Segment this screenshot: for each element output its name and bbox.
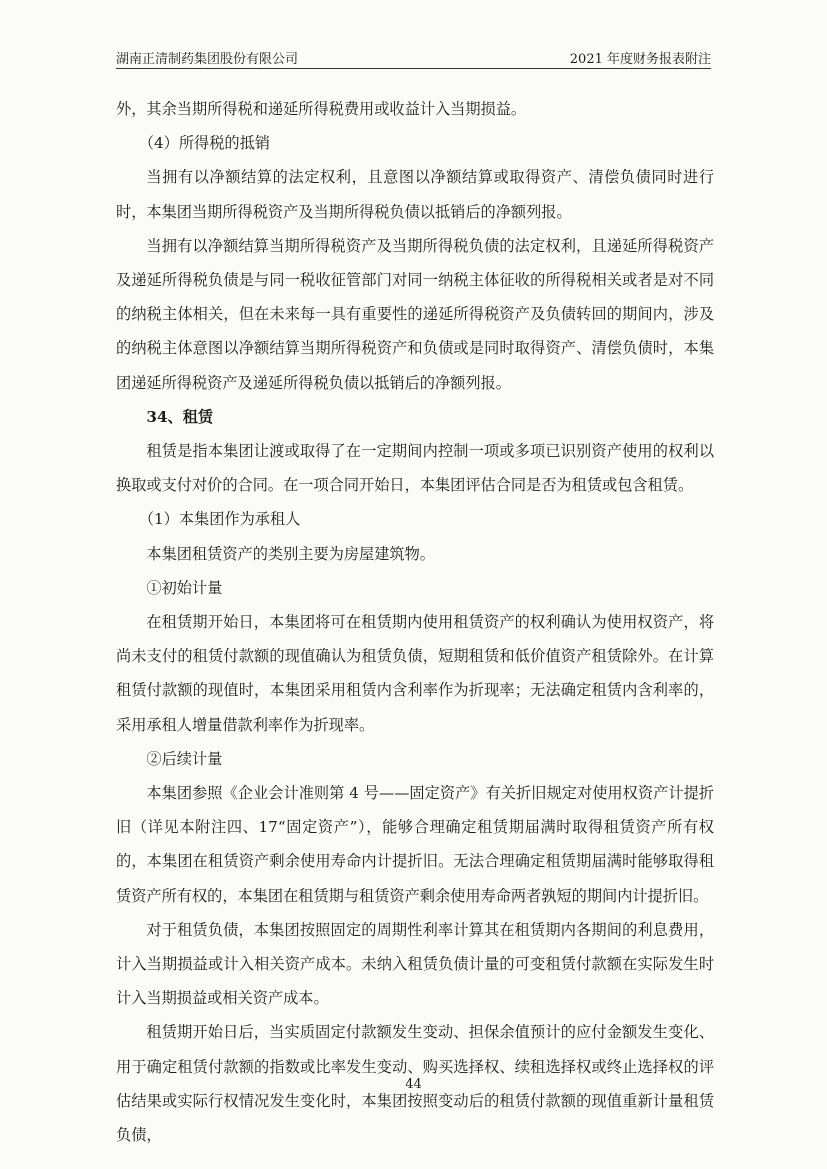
header-report-title: 2021 年度财务报表附注 xyxy=(569,52,711,67)
paragraph: 租赁期开始日后，当实质固定付款额发生变动、担保余值预计的应付金额发生变化、用于确定租赁付款额的指数或比率发生变动、购买选择权、续租选择权或终止选择权的评估结果或实际行权情况发生变化时，本集团按照变动后的租赁付款额的现值重新计量租赁负债， xyxy=(116,1023,714,1145)
paragraph: ②后续计量 xyxy=(146,749,223,768)
paragraph: 本集团租赁资产的类别主要为房屋建筑物。 xyxy=(146,544,435,563)
paragraph: （1）本集团作为承租人 xyxy=(138,510,301,529)
paragraph: （4）所得税的抵销 xyxy=(138,134,270,153)
section-heading: 34、租赁 xyxy=(146,407,214,426)
paragraph: ①初始计量 xyxy=(146,578,223,597)
paragraph: 当拥有以净额结算当期所得税资产及当期所得税负债的法定权利，且递延所得税资产及递延所得税负债是与同一税收征管部门对同一纳税主体征收的所得税相关或者是对不同的纳税主体相关，但在未来每一具有重要性的递延所得税资产及负债转回的期间内，涉及的纳税主体意图以净额结算当期所得税资产和负债或是同时取得资产、清偿负债时，本集团递延所得税资产及递延所得税负债以抵销后的净额列报。 xyxy=(116,236,714,392)
paragraph: 对于租赁负债，本集团按照固定的周期性利率计算其在租赁期内各期间的利息费用，计入当期损益或计入相关资产成本。未纳入租赁负债计量的可变租赁付款额在实际发生时计入当期损益或相关资产成本。 xyxy=(116,920,714,1008)
page-header xyxy=(116,48,711,69)
header-company: 湖南正清制药集团股份有限公司 xyxy=(116,52,299,67)
paragraph: 当拥有以净额结算的法定权利，且意图以净额结算或取得资产、清偿负债同时进行时，本集团当期所得税资产及当期所得税负债以抵销后的净额列报。 xyxy=(116,168,714,221)
page-number: 44 xyxy=(405,1077,422,1092)
document-body xyxy=(116,92,714,1152)
paragraph: 外，其余当期所得税和递延所得税费用或收益计入当期损益。 xyxy=(116,100,527,118)
paragraph: 租赁是指本集团让渡或取得了在一定期间内控制一项或多项已识别资产使用的权利以换取或支付对价的合同。在一项合同开始日，本集团评估合同是否为租赁或包含租赁。 xyxy=(116,442,714,495)
paragraph: 在租赁期开始日，本集团将可在租赁期内使用租赁资产的权利确认为使用权资产，将尚未支付的租赁付款额的现值确认为租赁负债，短期租赁和低价值资产租赁除外。在计算租赁付款额的现值时，本集团采用租赁内含利率作为折现率；无法确定租赁内含利率的，采用承租人增量借款利率作为折现率。 xyxy=(116,613,714,734)
paragraph: 本集团参照《企业会计准则第 4 号——固定资产》有关折旧规定对使用权资产计提折旧（详见本附注四、17“固定资产”），能够合理确定租赁期届满时取得租赁资产所有权的，本集团在租赁资产剩余使用寿命内计提折旧。无法合理确定租赁期届满时能够取得租赁资产所有权的，本集团在租赁期与租赁资产剩余使用寿命两者孰短的期间内计提折旧。 xyxy=(116,784,714,905)
